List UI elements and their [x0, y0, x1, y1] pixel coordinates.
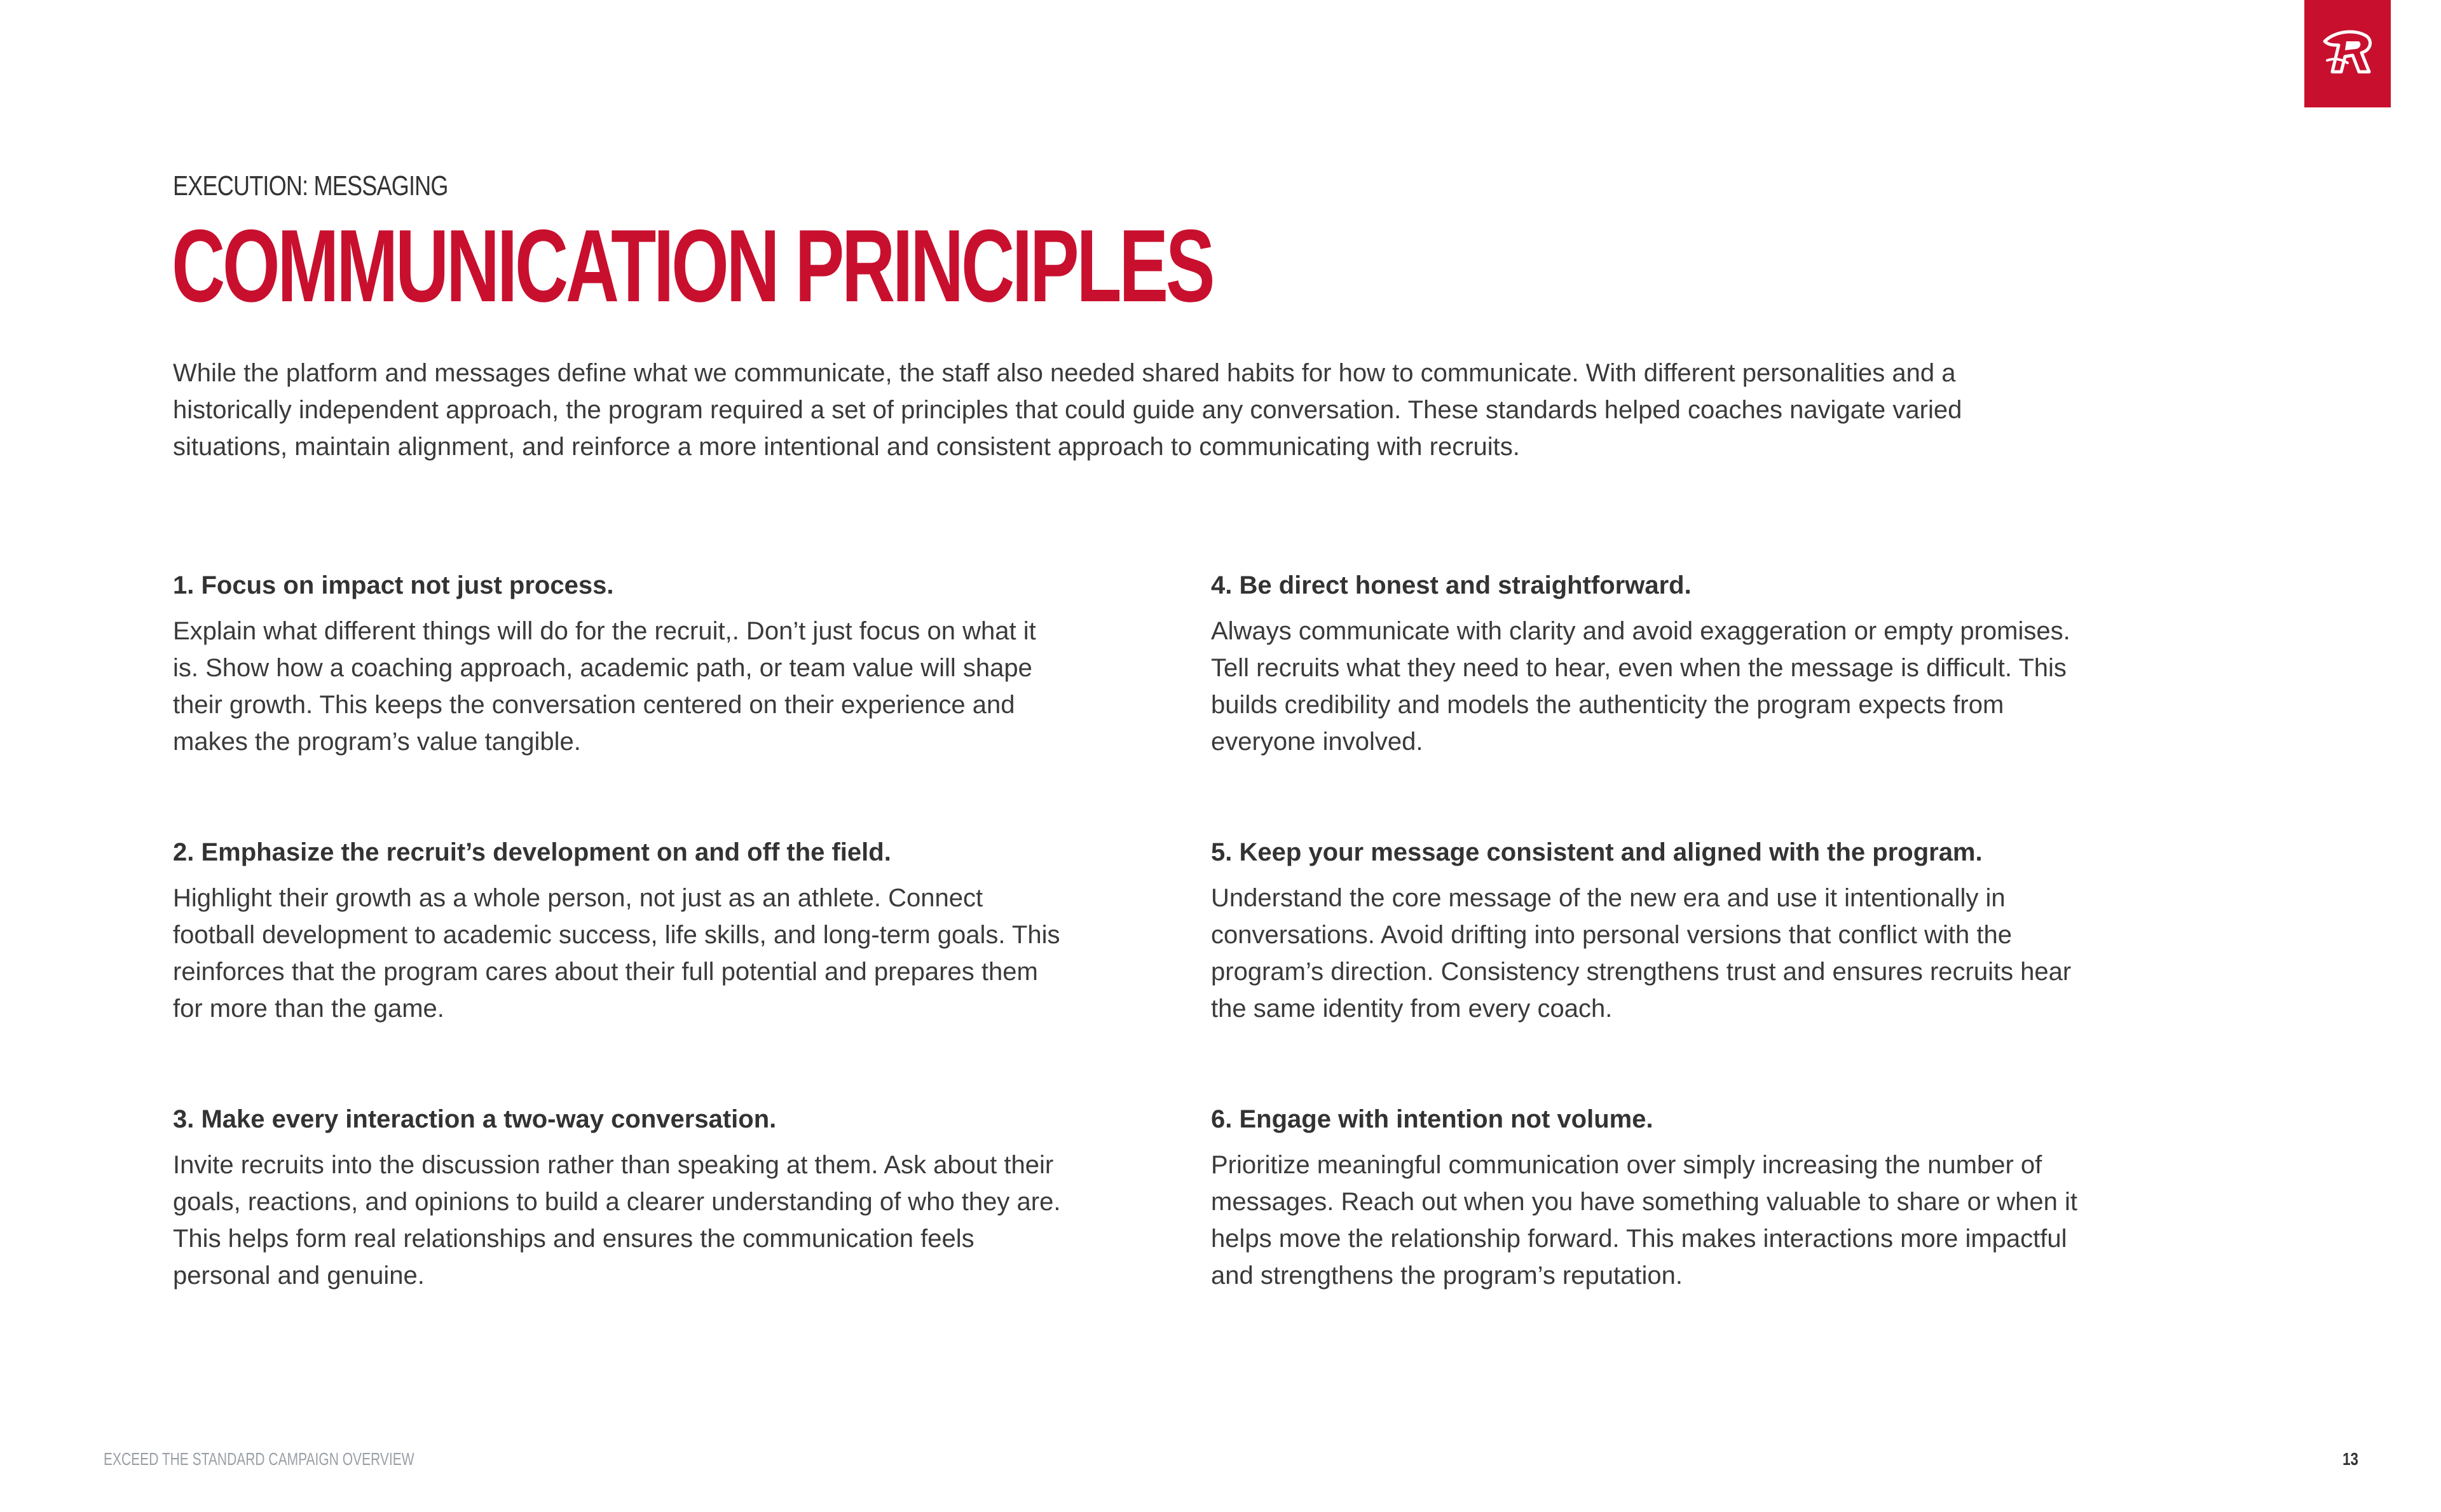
principle-heading: 1. Focus on impact not just process.	[173, 571, 614, 599]
principle-body: Highlight their growth as a whole person, not just as an athlete. Connect football development to academic success, life skills, and long-term goals. This reinforces that the program cares about their full potential and prepares them for more than the game.	[173, 884, 1060, 1023]
principle-heading: 2. Emphasize the recruit’s development on and off the field.	[173, 838, 891, 866]
principle-heading: 6. Engage with intention not volume.	[1211, 1105, 1653, 1133]
principle-1	[173, 567, 1063, 760]
page-title: COMMUNICATION PRINCIPLES	[172, 208, 1213, 324]
r-logo-icon	[2316, 22, 2379, 86]
principle-body: Prioritize meaningful communication over simply increasing the number of messages. Reach out when you have something valuable to share or when it helps move the relationship forward. This makes interactions more impactful and strengthens the program’s reputation.	[1211, 1151, 2078, 1290]
principle-heading: 3. Make every interaction a two-way conversation.	[173, 1105, 777, 1133]
footer-title: EXCEED THE STANDARD CAMPAIGN OVERVIEW	[104, 1449, 414, 1469]
principle-6	[1211, 1101, 2101, 1294]
principle-body: Always communicate with clarity and avoid exaggeration or empty promises. Tell recruits what they need to hear, even when the message is difficult. This builds credibility and models the authenticity the program expects from everyone involved.	[1211, 617, 2070, 756]
page-number: 13	[2342, 1449, 2358, 1469]
section-eyebrow: EXECUTION: MESSAGING	[173, 170, 448, 201]
principle-5	[1211, 834, 2101, 1027]
principle-4	[1211, 567, 2101, 760]
principle-body: Invite recruits into the discussion rather than speaking at them. Ask about their goals, reactions, and opinions to build a clearer understanding of who they are. This helps form real relationships and ensures the communication feels personal and genuine.	[173, 1151, 1061, 1290]
principle-heading: 4. Be direct honest and straightforward.	[1211, 571, 1692, 599]
brand-logo-tab	[2304, 0, 2391, 107]
principle-heading: 5. Keep your message consistent and aligned with the program.	[1211, 838, 1983, 866]
principle-body: Understand the core message of the new era and use it intentionally in conversations. Avoid drifting into personal versions that conflict with the program’s direction. Consistency strengthens trust and ensures recruits hear the same identity from every coach.	[1211, 884, 2072, 1023]
principle-body: Explain what different things will do for the recruit,. Don’t just focus on what it is. Show how a coaching approach, academic path, or team value will shape their growth. This keeps the conversation centered on their experience and makes the program’s value tangible.	[173, 617, 1036, 756]
intro-paragraph: While the platform and messages define what we communicate, the staff also needed shared habits for how to communicate. With different personalities and a historically independent approach, the program required a set of principles that could guide any conversation. These standards helped coaches navigate varied situations, maintain alignment, and reinforce a more intentional and consistent approach to communicating with recruits.	[173, 359, 1962, 461]
principle-2	[173, 834, 1063, 1027]
principle-3	[173, 1101, 1063, 1294]
